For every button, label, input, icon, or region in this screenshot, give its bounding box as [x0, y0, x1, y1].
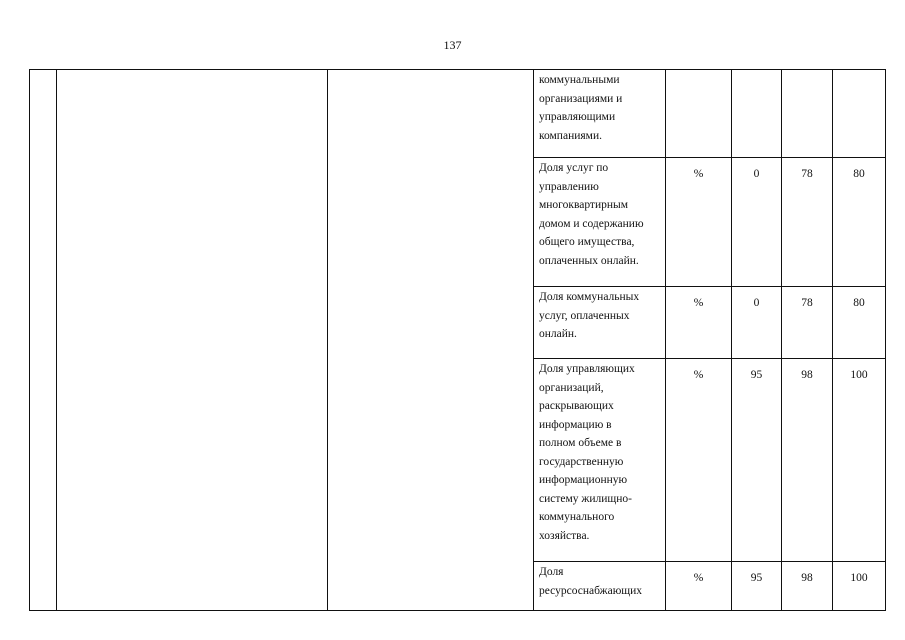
program-name-cell	[57, 70, 328, 611]
value-cell: 80	[833, 287, 886, 359]
value-cell: 98	[782, 562, 833, 611]
unit-cell	[666, 70, 732, 158]
value-cell	[782, 70, 833, 158]
indicator-cell: Доля услуг по управлению многоквартирным домом и содержанию общего имущества, оплаченных онлайн.	[534, 158, 666, 287]
value-cell: 95	[732, 562, 782, 611]
value-cell	[732, 70, 782, 158]
value-cell: 0	[732, 158, 782, 287]
page-number: 137	[443, 38, 462, 52]
unit-cell: %	[666, 359, 732, 562]
goal-cell	[328, 70, 534, 611]
table-row	[30, 70, 886, 158]
value-cell: 100	[833, 359, 886, 562]
value-cell: 78	[782, 158, 833, 287]
value-cell: 78	[782, 287, 833, 359]
value-cell: 100	[833, 562, 886, 611]
unit-cell: %	[666, 158, 732, 287]
indicator-cell: коммунальными организациями и управляющими компаниями.	[534, 70, 666, 158]
value-cell: 98	[782, 359, 833, 562]
indicators-table	[29, 69, 886, 611]
row-number-cell	[30, 70, 57, 611]
value-cell: 95	[732, 359, 782, 562]
value-cell: 0	[732, 287, 782, 359]
indicator-cell: Доля ресурсоснабжающих	[534, 562, 666, 611]
value-cell: 80	[833, 158, 886, 287]
value-cell	[833, 70, 886, 158]
unit-cell: %	[666, 287, 732, 359]
unit-cell: %	[666, 562, 732, 611]
indicator-cell: Доля коммунальных услуг, оплаченных онлайн.	[534, 287, 666, 359]
indicator-cell: Доля управляющих организаций, раскрывающих информацию в полном объеме в государственную информационную систему жилищно- коммунального хозяйства.	[534, 359, 666, 562]
